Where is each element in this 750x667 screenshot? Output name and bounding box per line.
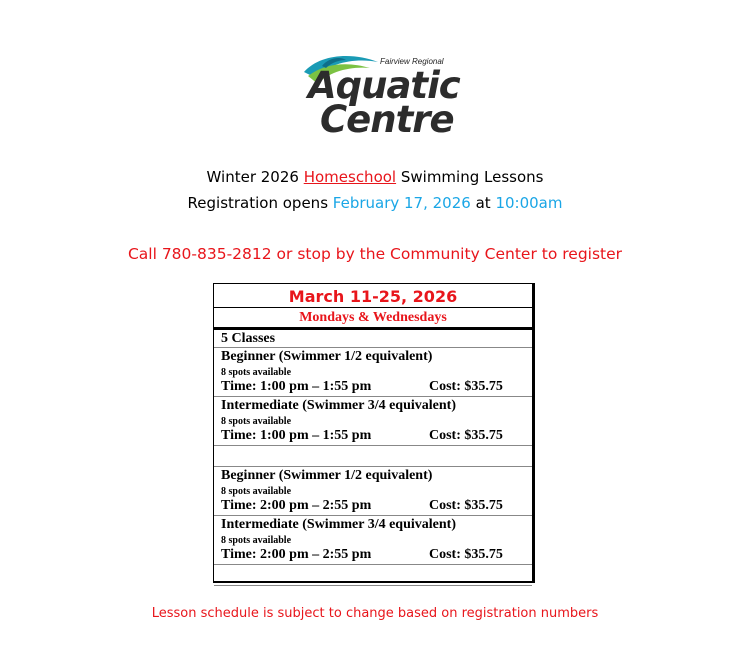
schedule-disclaimer: Lesson schedule is subject to change based on registration numbers — [151, 606, 599, 621]
class-block — [214, 348, 532, 397]
registration-time: 10:00am — [495, 194, 563, 212]
table-spacer-row — [214, 446, 532, 467]
heading-text-after: Swimming Lessons — [396, 168, 544, 186]
logo-word-centre: Centre — [320, 98, 454, 141]
class-cost: Cost: $35.75 — [429, 379, 503, 394]
class-block — [214, 467, 532, 516]
table-spacer-row — [214, 565, 532, 586]
class-time: Time: 1:00 pm – 1:55 pm — [221, 379, 372, 394]
registration-label: Registration opens — [187, 194, 333, 212]
aquatic-centre-logo — [300, 52, 460, 141]
class-spots: 8 spots available — [221, 535, 292, 546]
homeschool-highlight: Homeschool — [303, 168, 397, 186]
class-cost: Cost: $35.75 — [429, 547, 503, 562]
class-spots: 8 spots available — [221, 486, 292, 497]
class-time: Time: 2:00 pm – 2:55 pm — [221, 547, 372, 562]
class-cost: Cost: $35.75 — [429, 428, 503, 443]
class-spots: 8 spots available — [221, 416, 292, 427]
class-title: Intermediate (Swimmer 3/4 equivalent) — [221, 517, 456, 532]
logo-word-aquatic: Aquatic — [308, 64, 460, 107]
class-block — [214, 397, 532, 446]
class-cost: Cost: $35.75 — [429, 498, 503, 513]
heading-text-before: Winter 2026 — [206, 168, 304, 186]
class-title: Beginner (Swimmer 1/2 equivalent) — [221, 468, 433, 483]
lesson-heading — [0, 167, 750, 187]
schedule-title: March 11-25, 2026 — [214, 284, 532, 308]
class-time: Time: 1:00 pm – 1:55 pm — [221, 428, 372, 443]
classes-count: 5 Classes — [214, 330, 532, 348]
registration-line — [0, 193, 750, 213]
logo-small-text: Fairview Regional — [380, 57, 444, 66]
class-spots: 8 spots available — [221, 367, 292, 378]
registration-at: at — [470, 194, 496, 212]
registration-date: February 17, 2026 — [332, 194, 471, 212]
schedule-table — [213, 283, 535, 583]
class-time: Time: 2:00 pm – 2:55 pm — [221, 498, 372, 513]
schedule-subtitle: Mondays & Wednesdays — [214, 308, 532, 330]
class-title: Intermediate (Swimmer 3/4 equivalent) — [221, 398, 456, 413]
call-to-register: Call 780-835-2812 or stop by the Community Center to register — [127, 245, 623, 263]
class-block — [214, 516, 532, 565]
class-title: Beginner (Swimmer 1/2 equivalent) — [221, 349, 433, 364]
